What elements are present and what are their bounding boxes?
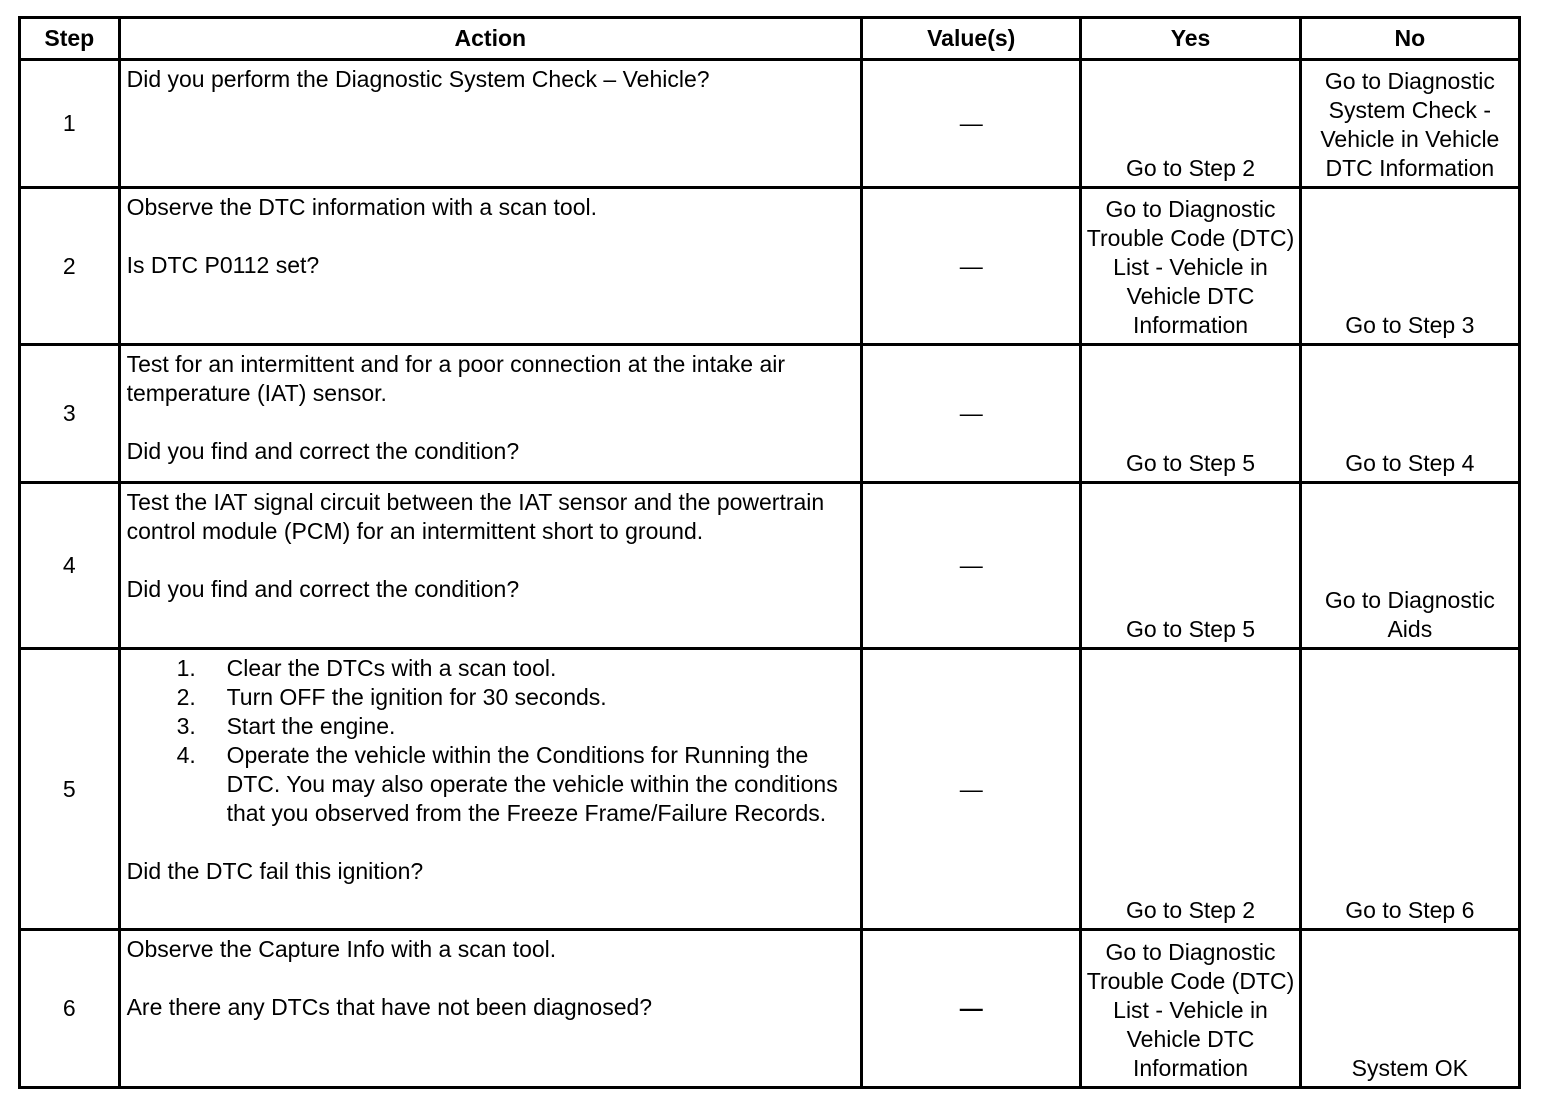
yes-cell: Go to Step 2: [1081, 60, 1300, 188]
value-cell: [862, 930, 1081, 1088]
procedure-item-text: Start the engine.: [226, 713, 396, 739]
no-cell: Go to Diagnostic Aids: [1300, 483, 1519, 649]
table-row: [20, 345, 1520, 483]
value-cell: [862, 60, 1081, 188]
action-text: Observe the Capture Info with a scan tool.: [126, 936, 557, 962]
procedure-item-number: 4.: [176, 742, 196, 768]
value-dash: —: [959, 552, 983, 578]
action-question: Is DTC P0112 set?: [126, 252, 320, 278]
header-action: Action: [119, 18, 861, 60]
value-dash: —: [959, 400, 983, 426]
procedure-item: [127, 712, 854, 741]
no-cell: Go to Step 6: [1300, 649, 1519, 930]
diagnostic-table: [18, 16, 1521, 1089]
header-row: [20, 18, 1520, 60]
step-number: 3: [20, 345, 120, 483]
action-cell: [119, 188, 861, 345]
action-cell: [119, 345, 861, 483]
yes-cell: Go to Step 5: [1081, 345, 1300, 483]
procedure-item: [127, 741, 854, 828]
step-number: 4: [20, 483, 120, 649]
action-text: Observe the DTC information with a scan tool.: [126, 194, 598, 220]
action-question: Did you find and correct the condition?: [126, 576, 520, 602]
value-dash: —: [959, 110, 983, 136]
action-question: Are there any DTCs that have not been diagnosed?: [126, 994, 653, 1020]
procedure-item-text: Turn OFF the ignition for 30 seconds.: [226, 684, 607, 710]
no-cell: System OK: [1300, 930, 1519, 1088]
step-number: 5: [20, 649, 120, 930]
header-values: Value(s): [862, 18, 1081, 60]
header-yes: Yes: [1081, 18, 1300, 60]
value-cell: [862, 483, 1081, 649]
value-dash: —: [959, 775, 983, 802]
table-row: [20, 188, 1520, 345]
procedure-item-number: 1.: [176, 655, 196, 681]
yes-cell: Go to Diagnostic Trouble Code (DTC) List - Vehicle in Vehicle DTC Information: [1081, 930, 1300, 1088]
no-cell: Go to Step 3: [1300, 188, 1519, 345]
action-cell: [119, 930, 861, 1088]
procedure-list: [127, 654, 854, 828]
no-cell: Go to Step 4: [1300, 345, 1519, 483]
procedure-item-text: Clear the DTCs with a scan tool.: [226, 655, 557, 681]
action-question: Did the DTC fail this ignition?: [126, 858, 424, 884]
action-text: Test the IAT signal circuit between the IAT sensor and the powertrain control module (PCM) for an intermittent short to ground.: [126, 489, 825, 544]
action-text: Did you perform the Diagnostic System Check – Vehicle?: [126, 66, 710, 92]
table-row: [20, 483, 1520, 649]
value-cell: [862, 345, 1081, 483]
action-cell: [119, 60, 861, 188]
yes-cell: Go to Step 5: [1081, 483, 1300, 649]
procedure-item-number: 3.: [176, 713, 196, 739]
step-number: 1: [20, 60, 120, 188]
value-cell: [862, 188, 1081, 345]
value-dash: —: [959, 252, 983, 279]
action-cell: [119, 649, 861, 930]
procedure-item: [127, 654, 854, 683]
table-row: [20, 649, 1520, 930]
table-row: [20, 60, 1520, 188]
yes-cell: Go to Step 2: [1081, 649, 1300, 930]
procedure-item: [127, 683, 854, 712]
step-number: 6: [20, 930, 120, 1088]
action-cell: [119, 483, 861, 649]
procedure-item-number: 2.: [176, 684, 196, 710]
header-no: No: [1300, 18, 1519, 60]
header-step: Step: [20, 18, 120, 60]
step-number: 2: [20, 188, 120, 345]
value-dash: —: [959, 995, 983, 1021]
value-cell: [862, 649, 1081, 930]
no-cell: Go to Diagnostic System Check - Vehicle in Vehicle DTC Information: [1300, 60, 1519, 188]
yes-cell: Go to Diagnostic Trouble Code (DTC) List - Vehicle in Vehicle DTC Information: [1081, 188, 1300, 345]
procedure-item-text: Operate the vehicle within the Conditions for Running the DTC. You may also operate the vehicle within the conditions that you observed from the Freeze Frame/Failure Records.: [226, 742, 838, 826]
action-question: Did you find and correct the condition?: [126, 438, 520, 464]
table-row: [20, 930, 1520, 1088]
action-text: Test for an intermittent and for a poor connection at the intake air temperature (IAT) sensor.: [126, 351, 786, 406]
